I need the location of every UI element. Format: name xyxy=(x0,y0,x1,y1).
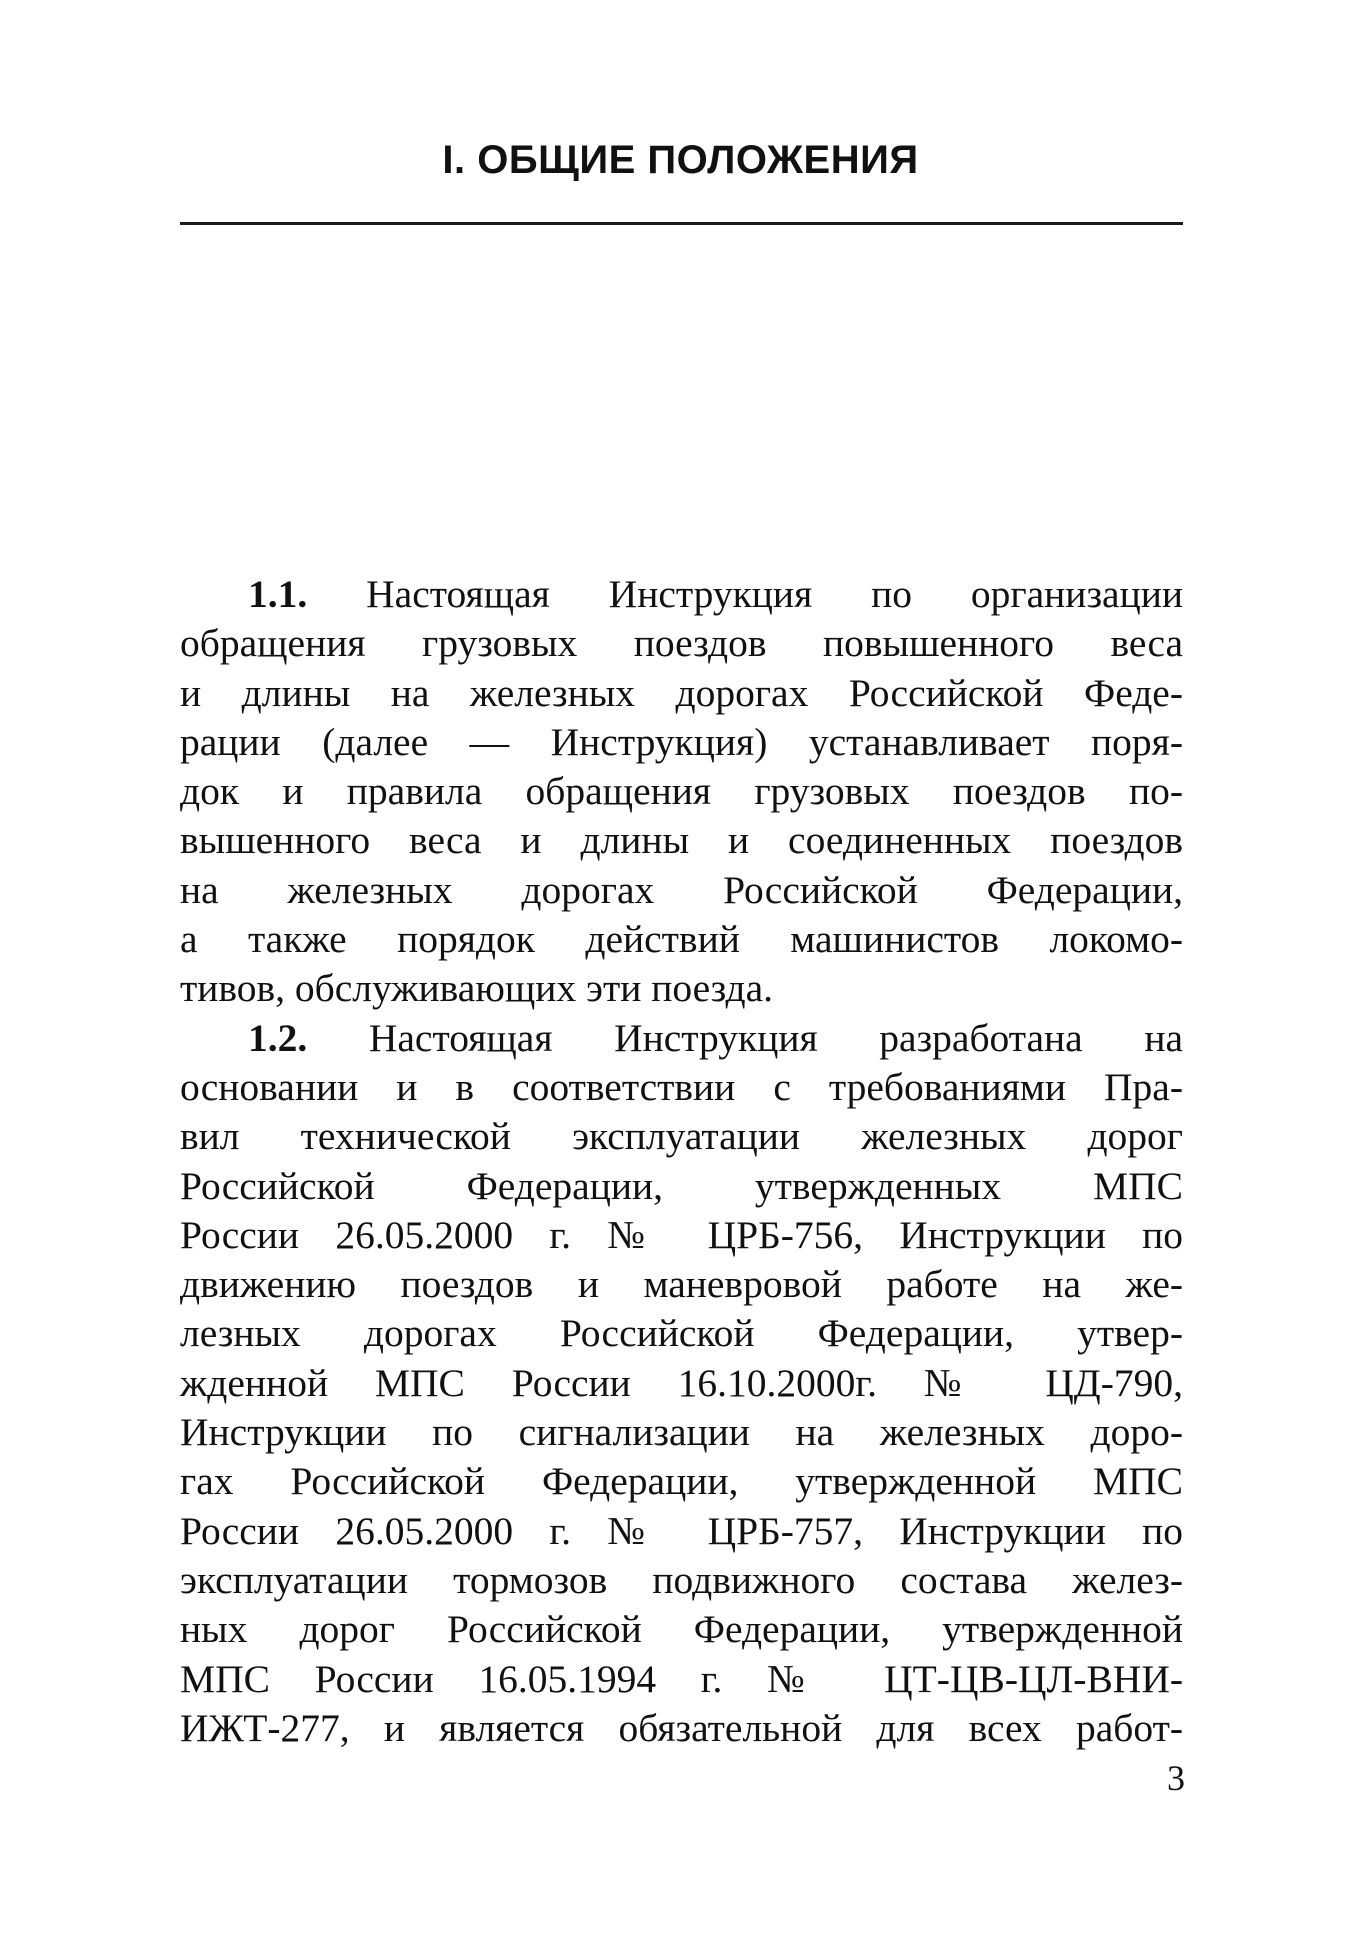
paragraph-line: эксплуатации тормозов подвижного состава желез- xyxy=(180,1557,1183,1602)
paragraph-line xyxy=(180,570,1183,619)
document-body xyxy=(180,570,1183,1753)
paragraph-line: на железных дорогах Российской Федерации, xyxy=(180,867,1183,912)
heading-divider xyxy=(180,222,1183,225)
paragraph-line: движению поездов и маневровой работе на же- xyxy=(180,1262,1183,1307)
paragraph-line: России 26.05.2000 г. № ЦРБ-757, Инструкции по xyxy=(180,1508,1183,1553)
paragraph-line: вил технической эксплуатации железных дорог xyxy=(180,1114,1183,1159)
paragraph-line: лезных дорогах Российской Федерации, утвер- xyxy=(180,1311,1183,1356)
paragraph-number: 1.2. xyxy=(248,1015,308,1060)
section-heading: I. ОБЩИЕ ПОЛОЖЕНИЯ xyxy=(442,138,919,182)
page-number: 3 xyxy=(1167,1758,1185,1798)
paragraph-line: МПС России 16.05.1994 г. № ЦТ-ЦВ-ЦЛ-ВНИ- xyxy=(180,1656,1183,1701)
paragraph-line-text: Настоящая Инструкция по организации xyxy=(366,572,1183,616)
paragraph-number: 1.1. xyxy=(248,572,308,616)
paragraph-line: и длины на железных дорогах Российской Феде- xyxy=(180,670,1183,715)
paragraph-1-2 xyxy=(180,1014,1183,1753)
paragraph-line-text: Настоящая Инструкция разработана на xyxy=(368,1015,1184,1060)
paragraph-line: жденной МПС России 16.10.2000г. № ЦД-790, xyxy=(180,1360,1183,1405)
paragraph-line: России 26.05.2000 г. № ЦРБ-756, Инструкции по xyxy=(180,1212,1183,1257)
paragraph-1-1 xyxy=(180,570,1183,1014)
paragraph-line: вышенного веса и длины и соединенных поездов xyxy=(180,818,1183,863)
paragraph-line: Российской Федерации, утвержденных МПС xyxy=(180,1163,1183,1208)
paragraph-line: а также порядок действий машинистов локомо- xyxy=(180,917,1183,962)
paragraph-line: тивов, обслуживающих эти поезда. xyxy=(180,966,774,1011)
paragraph-line: гах Российской Федерации, утвержденной МПС xyxy=(180,1459,1183,1504)
paragraph-line: ных дорог Российской Федерации, утвержденной xyxy=(180,1607,1183,1652)
paragraph-line: обращения грузовых поездов повышенного веса xyxy=(180,621,1183,666)
paragraph-line: основании и в соответствии с требованиями Пра- xyxy=(180,1064,1183,1109)
paragraph-line: Инструкции по сигнализации на железных доро- xyxy=(180,1410,1183,1455)
paragraph-line xyxy=(180,1014,1183,1063)
paragraph-line: рации (далее — Инструкция) устанавливает поря- xyxy=(180,719,1183,764)
paragraph-line: ИЖТ-277, и является обязательной для всех работ- xyxy=(180,1705,1183,1750)
paragraph-line: док и правила обращения грузовых поездов по- xyxy=(180,769,1183,814)
